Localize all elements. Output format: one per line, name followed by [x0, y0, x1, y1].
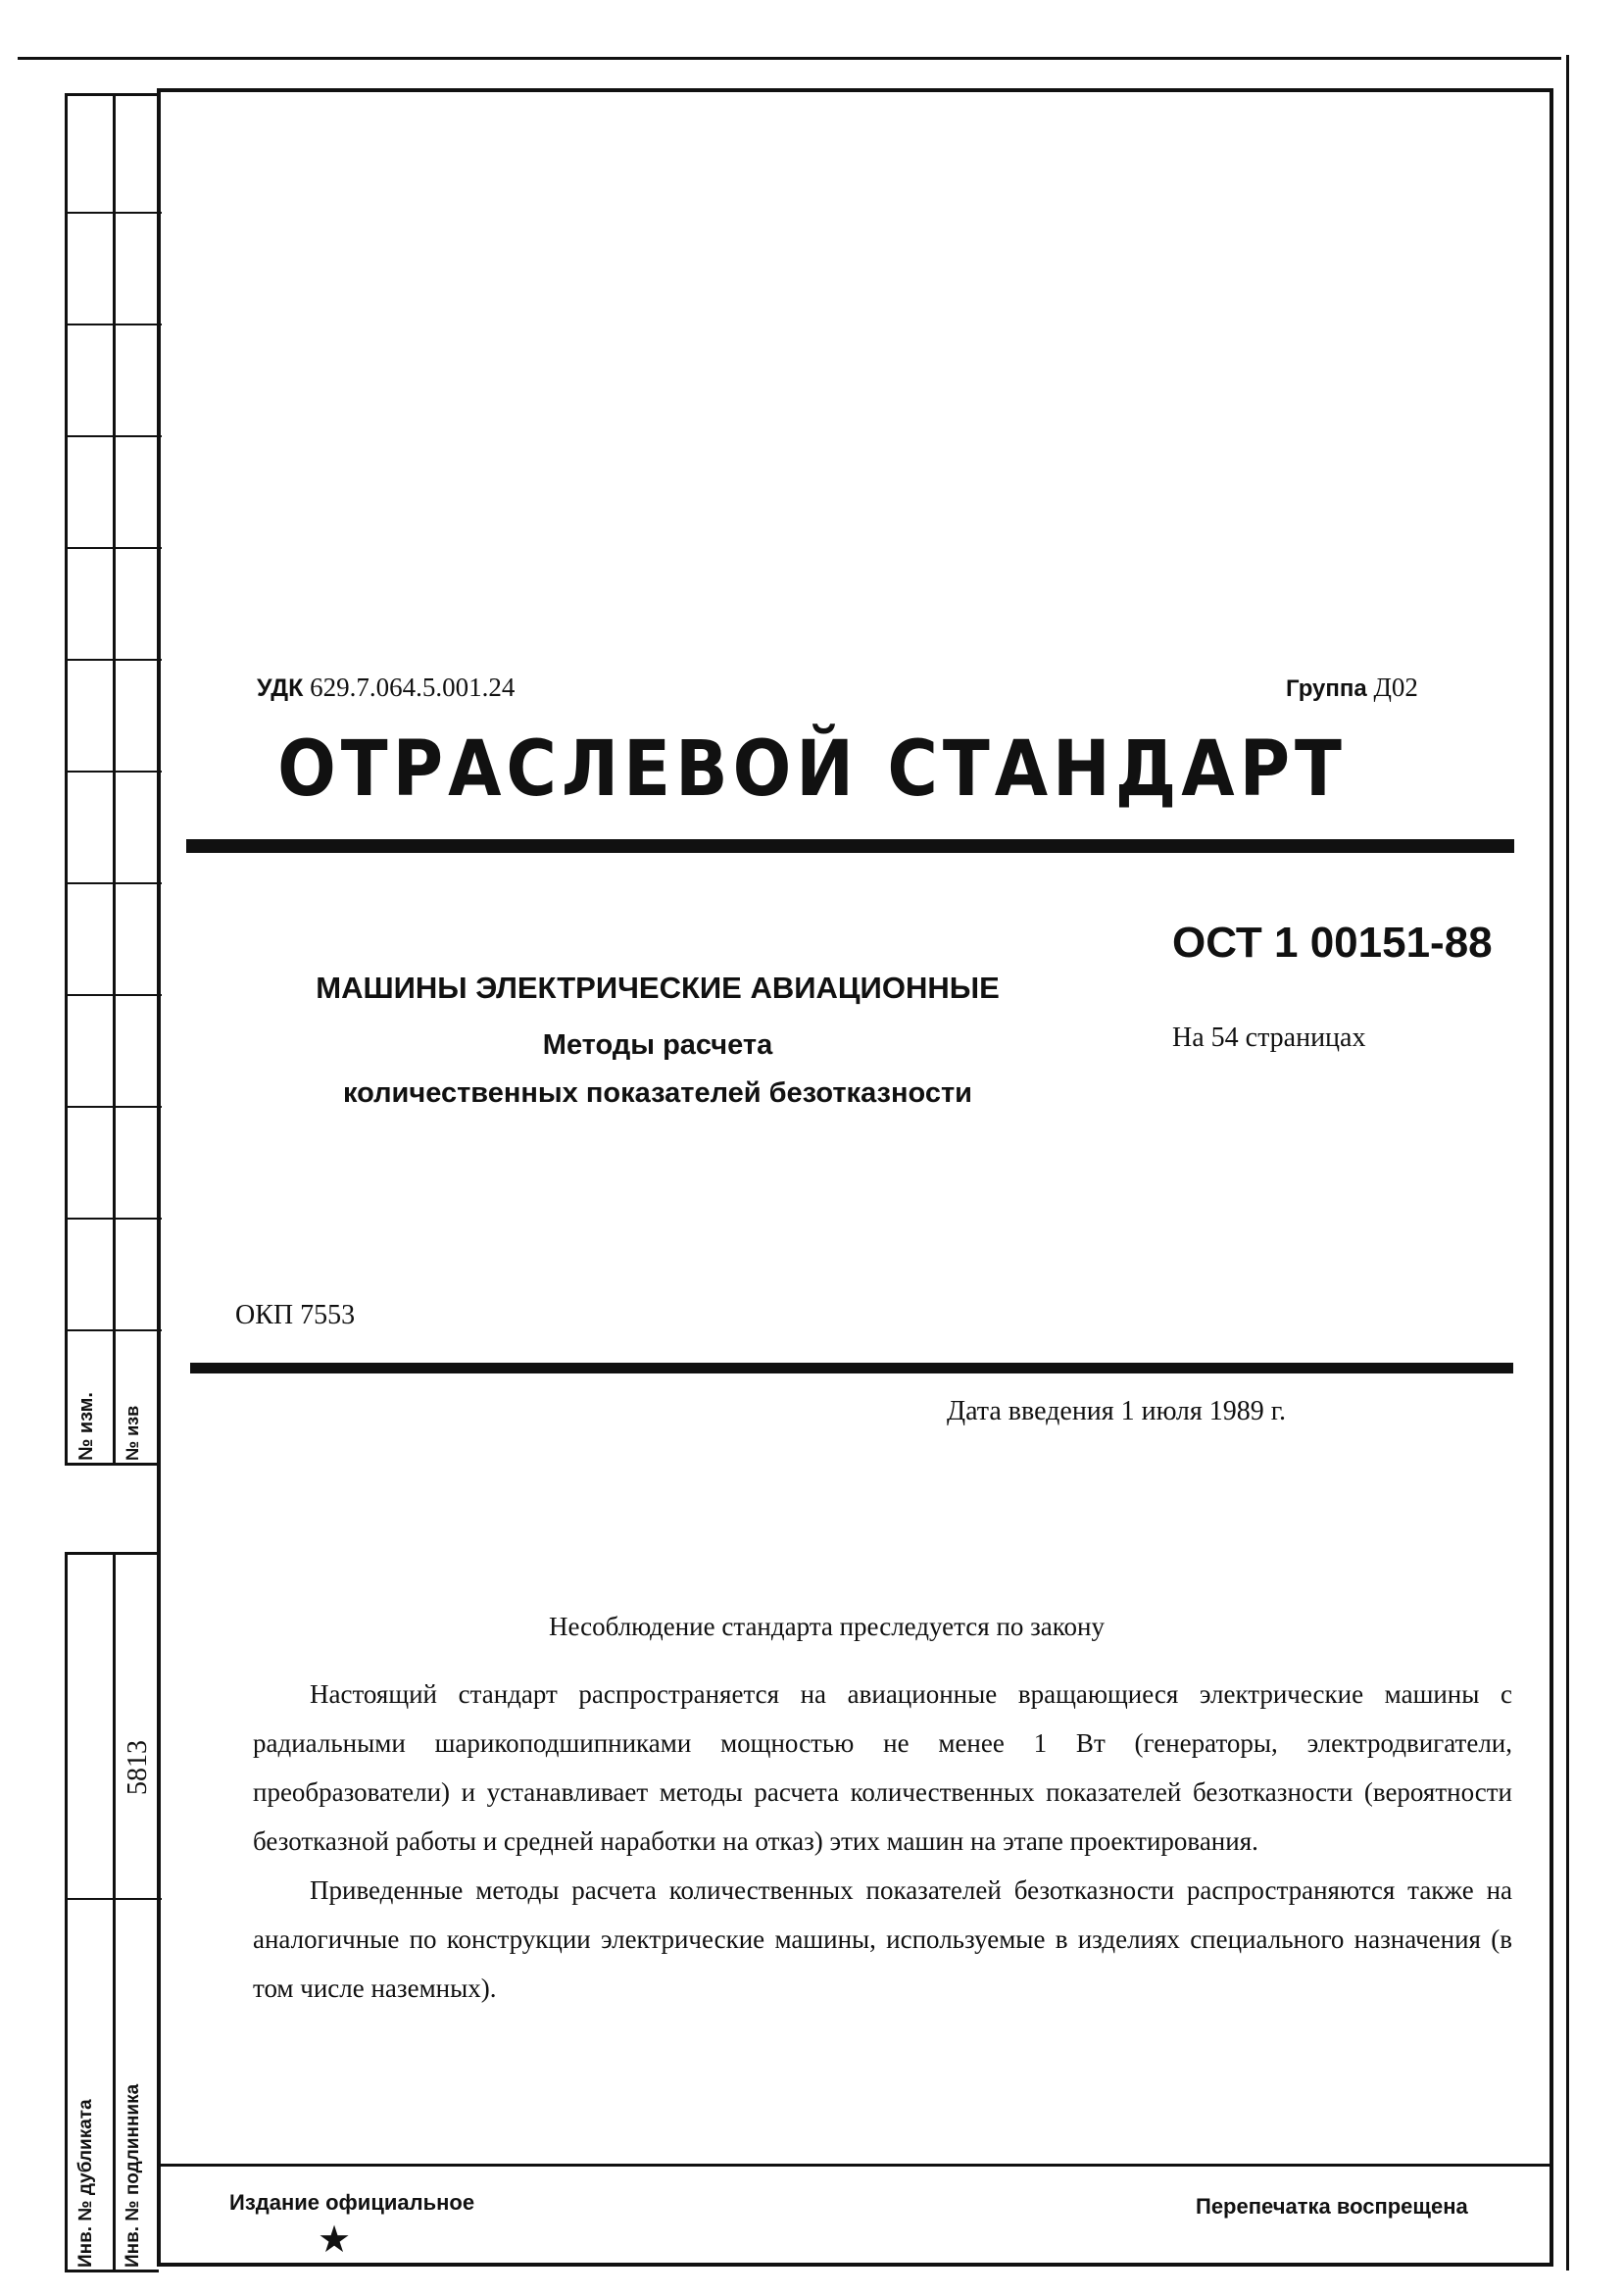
strip-row-line [68, 1218, 162, 1220]
introduction-date: Дата введения 1 июля 1989 г. [947, 1396, 1287, 1426]
group-label: Группа [1286, 675, 1367, 702]
page-count: На 54 страницах [1172, 1023, 1366, 1053]
udk-code [257, 673, 515, 703]
subject-subtitle-line1: Методы расчета [542, 1029, 773, 1061]
group-value: Д02 [1373, 673, 1418, 702]
strip-row-line [68, 659, 162, 661]
paragraph [253, 1670, 1512, 1866]
footer-rule [157, 2164, 1553, 2167]
strip-divider [113, 1555, 116, 2270]
official-edition-label: Издание официальное [229, 2190, 475, 2215]
udk-value: 629.7.064.5.001.24 [310, 673, 516, 702]
reprint-prohibited-label: Перепечатка воспрещена [1196, 2194, 1468, 2219]
document-title: ОТРАСЛЕВОЙ СТАНДАРТ [277, 725, 1347, 814]
strip-row-line [68, 324, 162, 325]
top-rule [18, 57, 1561, 60]
strip-row-line [68, 1106, 162, 1108]
star-icon: ★ [318, 2220, 352, 2261]
strip-row-line [68, 547, 162, 549]
title-rule [186, 839, 1514, 853]
body-text [253, 1670, 1512, 2013]
group-code [1286, 673, 1418, 703]
strip-row-line [68, 1329, 162, 1331]
paragraph-text: Приведенные методы расчета количественных показателей безотказности распространяются также на аналогичные по конструкции электрические машины, используемые в изделиях специального назначения (в том числе наземных). [253, 1875, 1512, 2003]
strip-row-line [68, 882, 162, 884]
okp-code: ОКП 7553 [235, 1300, 356, 1330]
strip-row-line [68, 994, 162, 996]
subject-subtitle-line2: количественных показателей безотказности [343, 1077, 972, 1109]
inventory-strip [65, 1552, 159, 2272]
strip-row-line [68, 435, 162, 437]
udk-label: УДК [257, 674, 304, 702]
notice-number-label: № изв [123, 1405, 142, 1461]
inventory-duplicate-label: Инв. № дубликата [75, 2099, 96, 2268]
right-page-edge [1566, 55, 1569, 2271]
legal-warning: Несоблюдение стандарта преследуется по закону [549, 1612, 1105, 1641]
inventory-original-number: 5813 [123, 1740, 153, 1795]
inventory-original-label: Инв. № подлинника [123, 2083, 143, 2268]
paragraph-text: Настоящий стандарт распространяется на авиационные вращающиеся электрические машины с радиальными шарикоподшипниками мощностью не менее 1 Вт (генераторы, электродвигатели, преобразователи) и устанавливает методы расчета количественных показателей безотказности (вероятности безотказной работы и средней наработки на отказ) этих машин на этапе проектирования. [253, 1679, 1512, 1856]
paragraph [253, 1866, 1512, 2013]
section-rule [190, 1363, 1513, 1373]
subject-title: МАШИНЫ ЭЛЕКТРИЧЕСКИЕ АВИАЦИОННЫЕ [316, 971, 1000, 1005]
change-number-label: № изм. [75, 1392, 97, 1461]
strip-row-line [68, 1898, 162, 1900]
strip-row-line [68, 212, 162, 214]
standard-number: ОСТ 1 00151-88 [1172, 919, 1493, 967]
